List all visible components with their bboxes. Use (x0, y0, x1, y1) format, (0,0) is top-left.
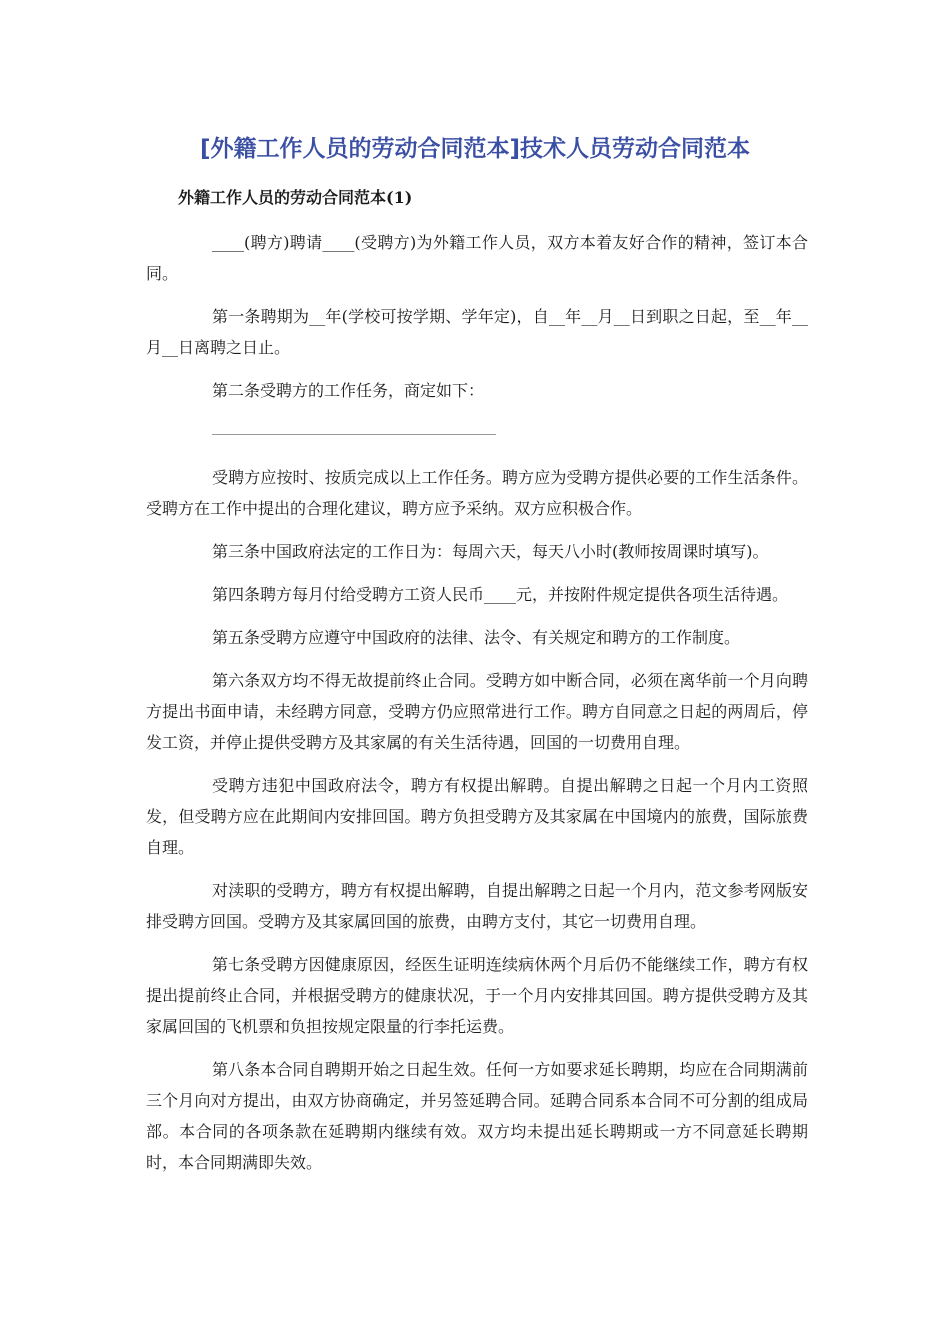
blank-fill-line (212, 434, 496, 435)
paragraph-dismissal-negligence: 对渎职的受聘方，聘方有权提出解聘，自提出解聘之日起一个月内，范文参考网版安排受聘方回国。受聘方及其家属回国的旅费，由聘方支付，其它一切费用自理。 (146, 881, 808, 931)
paragraph-dismissal-violation: 受聘方违犯中国政府法令，聘方有权提出解聘。自提出解聘之日起一个月内工资照发，但受聘方应在此期间内安排回国。聘方负担受聘方及其家属在中国境内的旅费，国际旅费自理。 (146, 776, 808, 857)
paragraph-article-7: 第七条受聘方因健康原因，经医生证明连续病休两个月后仍不能继续工作，聘方有权提出提前终止合同，并根据受聘方的健康状况，于一个月内安排其回国。聘方提供受聘方及其家属回国的飞机票和负担按规定限量的行李托运费。 (146, 955, 808, 1036)
paragraph-article-2: 第二条受聘方的工作任务，商定如下： (212, 381, 485, 400)
paragraph-article-3: 第三条中国政府法定的工作日为：每周六天，每天八小时(教师按周课时填写)。 (212, 542, 769, 561)
paragraph-article-5: 第五条受聘方应遵守中国政府的法律、法令、有关规定和聘方的工作制度。 (212, 628, 741, 647)
section-heading: 外籍工作人员的劳动合同范本(1) (178, 188, 413, 207)
page-title: [外籍工作人员的劳动合同范本]技术人员劳动合同范本 (199, 136, 751, 162)
paragraph-duties: 受聘方应按时、按质完成以上工作任务。聘方应为受聘方提供必要的工作生活条件。受聘方在工作中提出的合理化建议，聘方应予采纳。双方应积极合作。 (146, 468, 808, 518)
paragraph-intro: ____(聘方)聘请____(受聘方)为外籍工作人员，双方本着友好合作的精神，签订本合同。 (146, 233, 808, 283)
blank-fill-line-wrap (146, 418, 808, 450)
contract-body (146, 227, 808, 1190)
paragraph-article-4: 第四条聘方每月付给受聘方工资人民币____元，并按附件规定提供各项生活待遇。 (212, 585, 789, 604)
paragraph-article-8: 第八条本合同自聘期开始之日起生效。任何一方如要求延长聘期，均应在合同期满前三个月向对方提出，由双方协商确定，并另签延聘合同。延聘合同系本合同不可分割的组成局部。本合同的各项条款在延聘期内继续有效。双方均未提出延长聘期或一方不同意延长聘期时，本合同期满即失效。 (146, 1060, 808, 1172)
paragraph-article-1: 第一条聘期为__年(学校可按学期、学年定)，自__年__月__日到职之日起，至__年__月__日离聘之日止。 (146, 307, 808, 357)
paragraph-article-6: 第六条双方均不得无故提前终止合同。受聘方如中断合同，必须在离华前一个月向聘方提出书面申请，未经聘方同意，受聘方仍应照常进行工作。聘方自同意之日起的两周后，停发工资，并停止提供受聘方及其家属的有关生活待遇，回国的一切费用自理。 (146, 671, 808, 752)
